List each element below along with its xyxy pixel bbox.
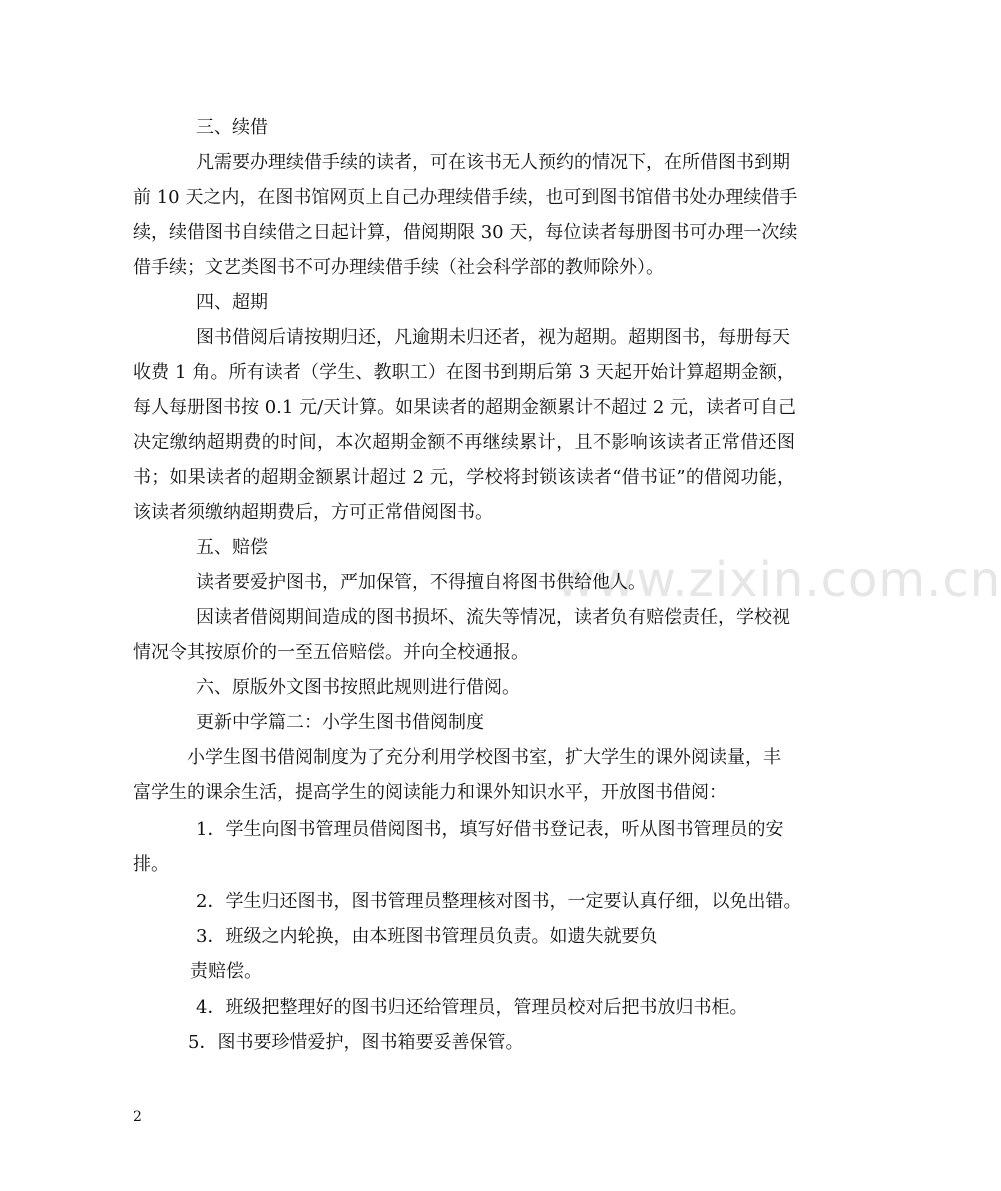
paragraph-line: 情况令其按原价的一至五倍赔偿。并向全校通报。 xyxy=(133,642,529,663)
list-item: 4．班级把整理好的图书归还给管理员，管理员校对后把书放归书柜。 xyxy=(196,997,748,1018)
paragraph-line: 续，续借图书自续借之日起计算，借阅期限 30 天，每位读者每册图书可办理一次续 xyxy=(133,222,798,243)
list-item: 责赔偿。 xyxy=(190,961,262,982)
heading-overdue: 四、超期 xyxy=(196,292,268,313)
list-item: 排。 xyxy=(133,854,169,875)
paragraph-line: 凡需要办理续借手续的读者，可在该书无人预约的情况下，在所借图书到期 xyxy=(196,152,790,173)
list-item: 2．学生归还图书，图书管理员整理核对图书，一定要认真仔细，以免出错。 xyxy=(196,891,802,912)
paragraph-line: 六、原版外文图书按照此规则进行借阅。 xyxy=(196,677,520,698)
paragraph-line: 富学生的课余生活，提高学生的阅读能力和课外知识水平，开放图书借阅： xyxy=(133,782,727,803)
paragraph-line: 因读者借阅期间造成的图书损坏、流失等情况，读者负有赔偿责任，学校视 xyxy=(196,607,790,628)
paragraph-line: 书；如果读者的超期金额累计超过 2 元，学校将封锁该读者“借书证”的借阅功能， xyxy=(133,467,795,488)
paragraph-line: 借手续；文艺类图书不可办理续借手续（社会科学部的教师除外）。 xyxy=(133,257,664,278)
list-item: 1．学生向图书管理员借阅图书，填写好借书登记表，听从图书管理员的安 xyxy=(196,819,784,840)
watermark: www.zixin.com.cn xyxy=(556,552,1001,608)
list-item: 3．班级之内轮换，由本班图书管理员负责。如遗失就要负 xyxy=(196,926,658,947)
paragraph-line: 该读者须缴纳超期费后，方可正常借阅图书。 xyxy=(133,502,493,523)
list-item: 5．图书要珍惜爱护，图书箱要妥善保管。 xyxy=(188,1032,524,1053)
paragraph-line: 决定缴纳超期费的时间，本次超期金额不再继续累计，且不影响该读者正常借还图 xyxy=(133,432,795,453)
heading-renewal: 三、续借 xyxy=(196,117,268,138)
page-number: 2 xyxy=(133,1109,142,1125)
paragraph-line: 收费 1 角。所有读者（学生、教职工）在图书到期后第 3 天起开始计算超期金额， xyxy=(133,362,795,383)
paragraph-line: 每人每册图书按 0.1 元/天计算。如果读者的超期金额累计不超过 2 元，读者可自己 xyxy=(133,397,797,418)
paragraph-line: 读者要爱护图书，严加保管，不得擅自将图书供给他人。 xyxy=(196,572,646,593)
paragraph-line: 前 10 天之内，在图书馆网页上自己办理续借手续，也可到图书馆借书处办理续借手 xyxy=(133,187,798,208)
heading-compensation: 五、赔偿 xyxy=(196,537,268,558)
paragraph-line: 图书借阅后请按期归还，凡逾期未归还者，视为超期。超期图书，每册每天 xyxy=(196,327,790,348)
paragraph-line: 小学生图书借阅制度为了充分利用学校图书室，扩大学生的课外阅读量，丰 xyxy=(187,747,781,768)
section-title: 更新中学篇二：小学生图书借阅制度 xyxy=(196,712,484,733)
